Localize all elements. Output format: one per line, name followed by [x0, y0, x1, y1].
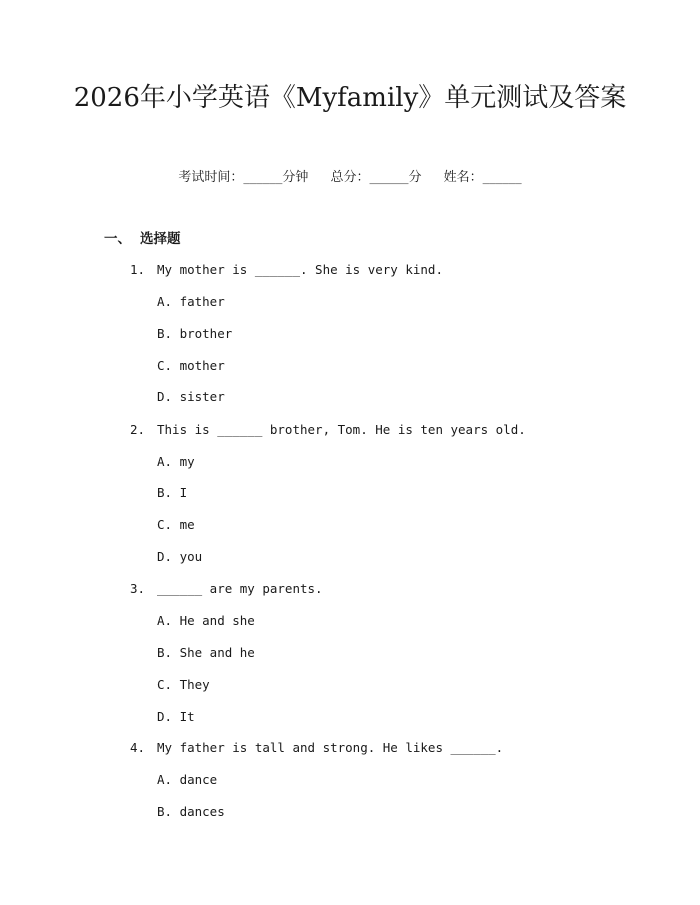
- question-3: [130, 580, 323, 598]
- exam-info-line: [0, 169, 700, 187]
- question-text: My father is tall and strong. He likes ______.: [157, 740, 504, 755]
- question-number: 3.: [130, 581, 146, 596]
- name-field: 姓名：______: [443, 170, 522, 185]
- section-title: 选择题: [140, 231, 181, 247]
- question-1-option-d: D. sister: [157, 389, 225, 404]
- question-number: 2.: [130, 422, 146, 437]
- question-text: ______ are my parents.: [157, 581, 323, 596]
- question-text: This is ______ brother, Tom. He is ten years old.: [157, 422, 526, 437]
- question-1-option-a: A. father: [157, 294, 225, 309]
- question-4: [130, 739, 503, 757]
- question-3-option-c: C. They: [157, 677, 210, 692]
- question-1-option-c: C. mother: [157, 358, 225, 373]
- exam-time-field: 考试时间：______分钟: [178, 170, 309, 185]
- question-number: 4.: [130, 740, 146, 755]
- question-number: 1.: [130, 262, 146, 277]
- question-2-option-b: B. I: [157, 485, 188, 500]
- question-4-option-a: A. dance: [157, 772, 218, 787]
- question-1-option-b: B. brother: [157, 326, 233, 341]
- question-2-option-c: C. me: [157, 517, 195, 532]
- question-text: My mother is ______. She is very kind.: [157, 262, 443, 277]
- document-title: 2026年小学英语《Myfamily》单元测试及答案: [73, 83, 627, 113]
- section-number: 一、: [104, 231, 131, 247]
- question-2-option-d: D. you: [157, 549, 203, 564]
- section-heading: [104, 230, 181, 248]
- total-score-field: 总分：______分: [330, 170, 422, 185]
- question-2-option-a: A. my: [157, 454, 195, 469]
- question-3-option-d: D. It: [157, 709, 195, 724]
- question-3-option-b: B. She and he: [157, 645, 255, 660]
- question-3-option-a: A. He and she: [157, 613, 255, 628]
- question-4-option-b: B. dances: [157, 804, 225, 819]
- question-2: [130, 421, 526, 439]
- question-1: [130, 261, 443, 279]
